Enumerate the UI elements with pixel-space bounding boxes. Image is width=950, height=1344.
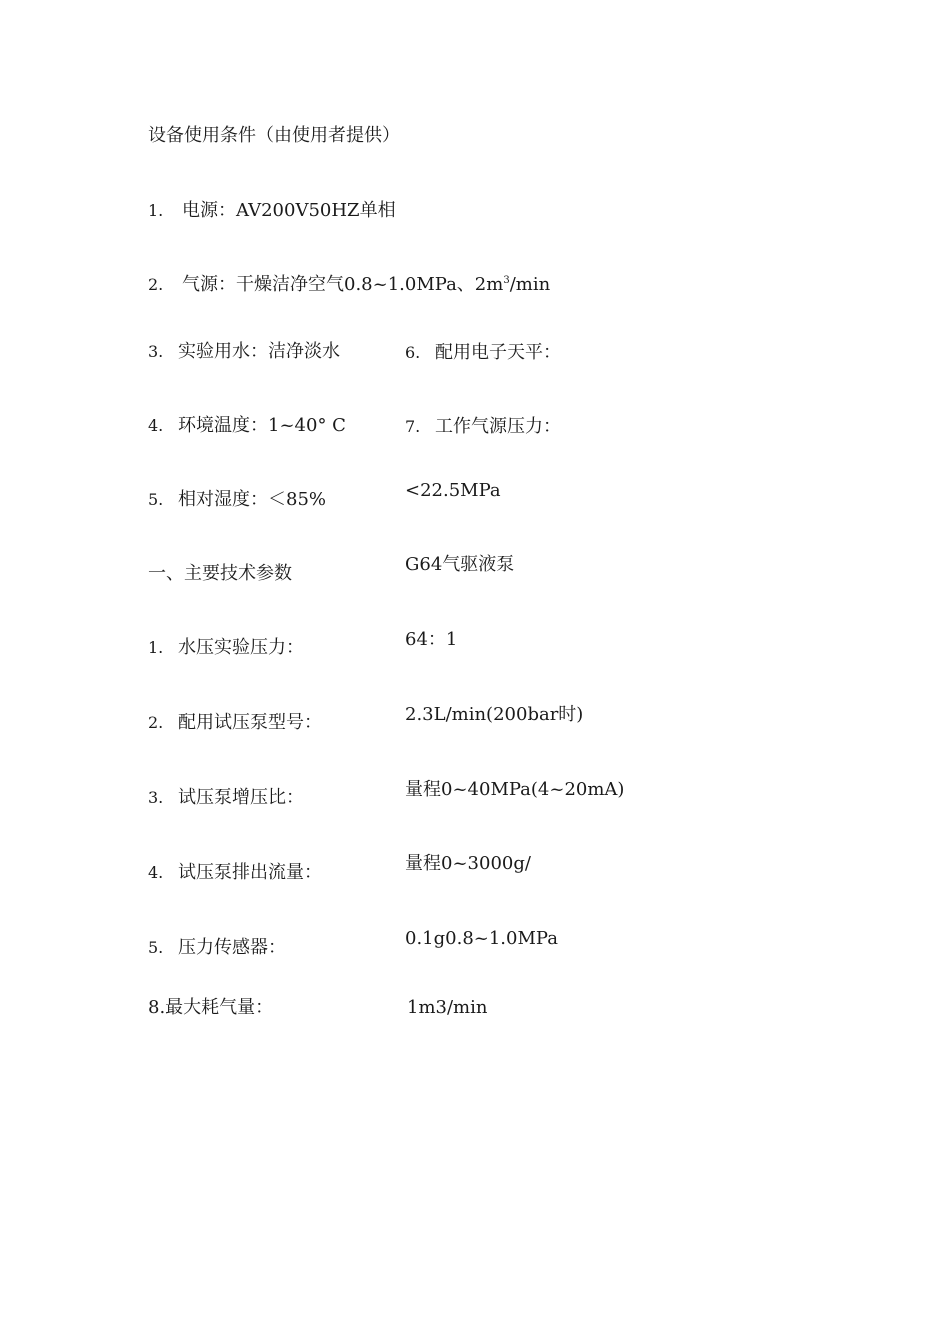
value-air-consumption: 1m3/min xyxy=(407,997,488,1018)
condition-temperature: 4. 环境温度：1~40° C xyxy=(148,415,346,436)
param-pump-flow: 4. 试压泵排出流量： xyxy=(148,862,322,883)
condition-working-air-pressure: 7. 工作气源压力： xyxy=(405,416,561,437)
param-hydro-test-pressure: 1. 水压实验压力： xyxy=(148,637,304,658)
condition-water: 3. 实验用水：洁净淡水 xyxy=(148,341,340,362)
value-flow: 2.3L/min(200bar时) xyxy=(405,704,584,725)
value-precision-air: 0.1g0.8~1.0MPa xyxy=(405,928,558,949)
param-max-air-consumption: 8.最大耗气量： xyxy=(148,997,274,1018)
condition-humidity: 5. 相对湿度：＜85% xyxy=(148,489,327,510)
value-ratio: 64：1 xyxy=(405,629,458,650)
condition-electronic-balance: 6. 配用电子天平： xyxy=(405,342,561,363)
condition-power: 1. 电源：AV200V50HZ单相 xyxy=(148,200,396,221)
value-pressure-limit: <22.5MPa xyxy=(405,480,501,501)
value-balance-range: 量程0~3000g/ xyxy=(405,853,531,874)
param-pressure-sensor: 5. 压力传感器： xyxy=(148,937,286,958)
value-sensor-range: 量程0~40MPa(4~20mA) xyxy=(405,779,625,800)
section-title: 一、主要技术参数 xyxy=(148,563,292,584)
param-pump-ratio: 3. 试压泵增压比： xyxy=(148,787,304,808)
condition-air-source: 2. 气源：干燥洁净空气0.8~1.0MPa、$2m^3/\min$ xyxy=(148,274,551,295)
param-pump-model: 2. 配用试压泵型号： xyxy=(148,712,322,733)
page-heading: 设备使用条件（由使用者提供） xyxy=(148,125,400,146)
value-pump-type: G64气驱液泵 xyxy=(405,554,515,575)
